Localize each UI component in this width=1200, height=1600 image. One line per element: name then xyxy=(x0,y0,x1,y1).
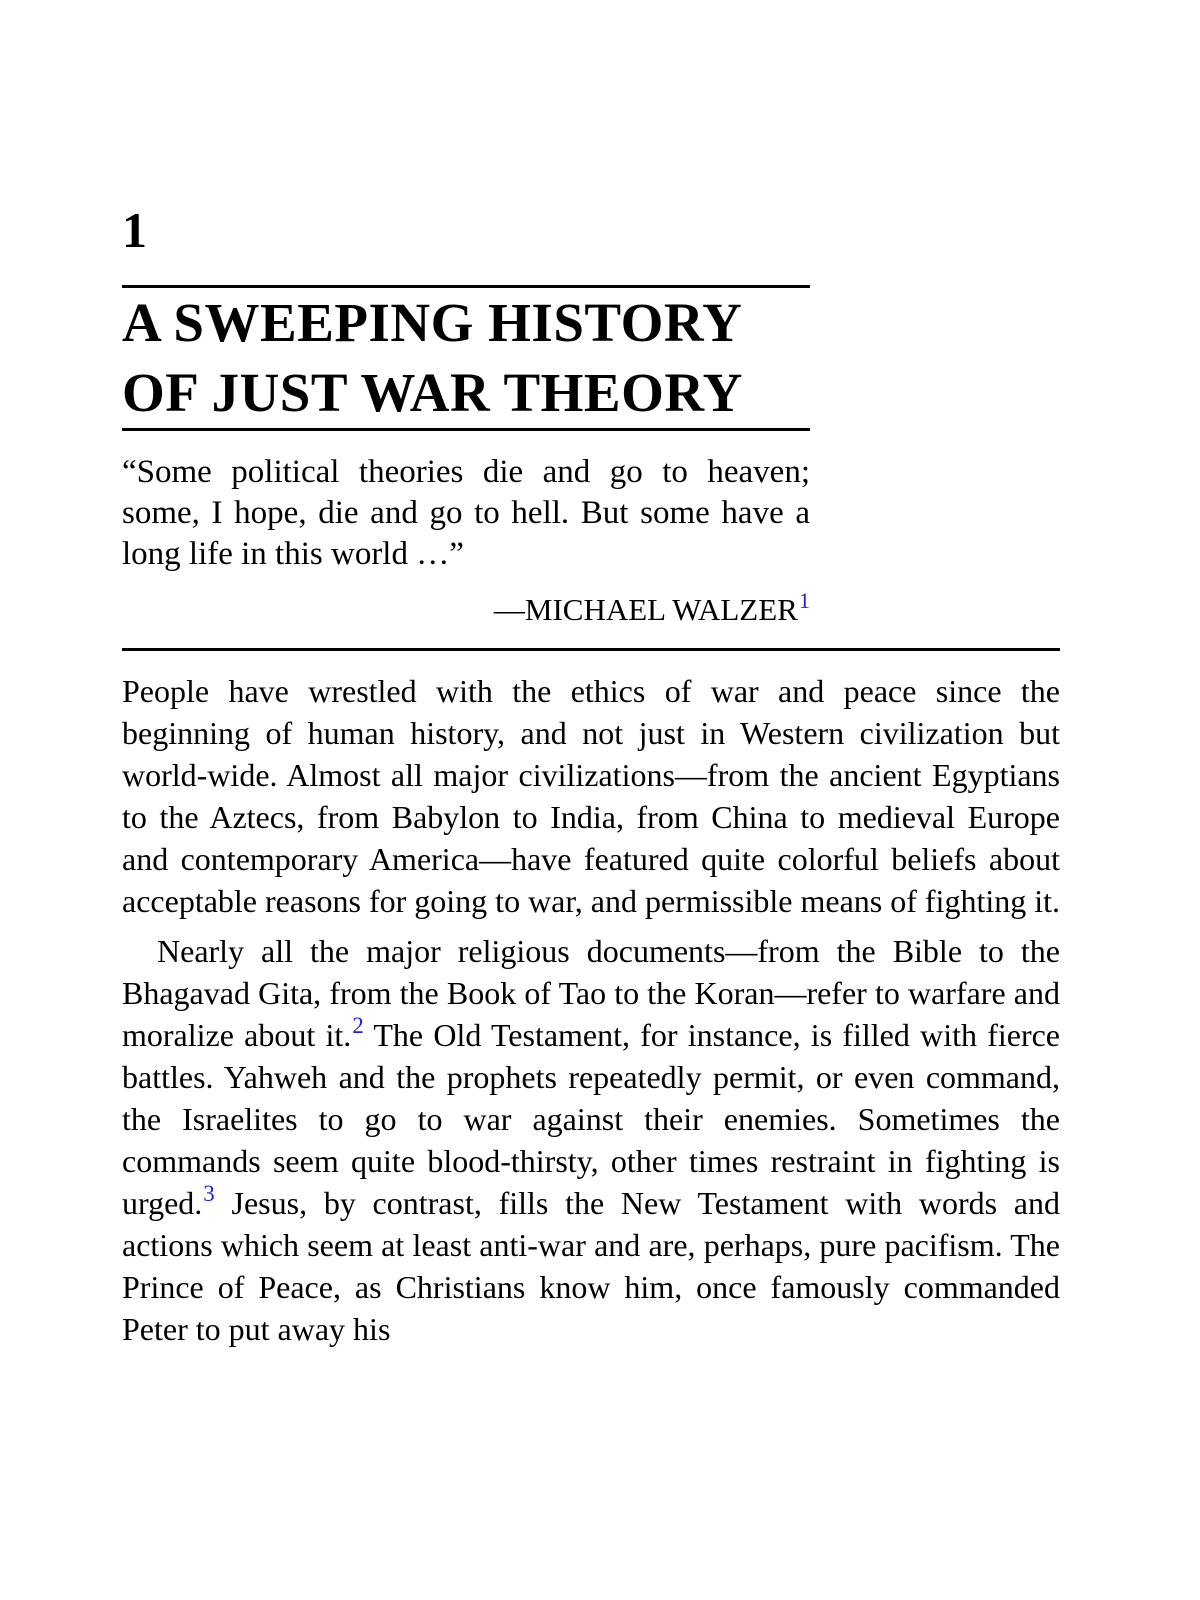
epigraph-quote: “Some political theories die and go to heaven; some, I hope, die and go to hell. But some have a long life in this world …” xyxy=(122,454,810,572)
paragraph-2-text-a: Nearly all the major religious documents—from the Bible to the Bhagavad Gita, from the Book of Tao to the Koran—refer to warfare and moralize about it. xyxy=(122,933,1060,1053)
chapter-title-line-2: OF JUST WAR THEORY xyxy=(122,362,743,423)
chapter-title xyxy=(122,288,822,428)
footnote-link-1[interactable]: 1 xyxy=(798,587,810,613)
title-bottom-rule xyxy=(122,428,810,431)
body-text xyxy=(122,670,1060,1350)
section-rule xyxy=(122,648,1060,651)
chapter-title-line-1: A SWEEPING HISTORY xyxy=(122,292,743,353)
body-paragraph-2 xyxy=(122,930,1060,1350)
chapter-number: 1 xyxy=(122,202,147,258)
paragraph-2-text-c: Jesus, by contrast, fills the New Testament with words and actions which seem at least anti-war and are, perhaps, pure pacifism. The Prince of Peace, as Christians know him, once famously commanded Peter to put away his xyxy=(122,1185,1060,1347)
epigraph-attribution xyxy=(122,587,810,630)
body-paragraph-1: People have wrestled with the ethics of war and peace since the beginning of human history, and not just in Western civilization but world-wide. Almost all major civilizations—from the ancient Egyptians to the Aztecs, from Babylon to India, from China to medieval Europe and contemporary America—have featured quite colorful beliefs about acceptable reasons for going to war, and permissible means of fighting it. xyxy=(122,673,1060,919)
epigraph-author: —MICHAEL WALZER xyxy=(493,592,798,627)
footnote-link-2[interactable]: 2 xyxy=(352,1012,364,1039)
footnote-link-3[interactable]: 3 xyxy=(203,1180,215,1207)
paragraph-2-text-b: The Old Testament, for instance, is filled with fierce battles. Yahweh and the prophets repeatedly permit, or even command, the Israelites to go to war against their enemies. Sometimes the commands seem quite blood-thirsty, other times restraint in fighting is urged. xyxy=(122,1017,1061,1221)
